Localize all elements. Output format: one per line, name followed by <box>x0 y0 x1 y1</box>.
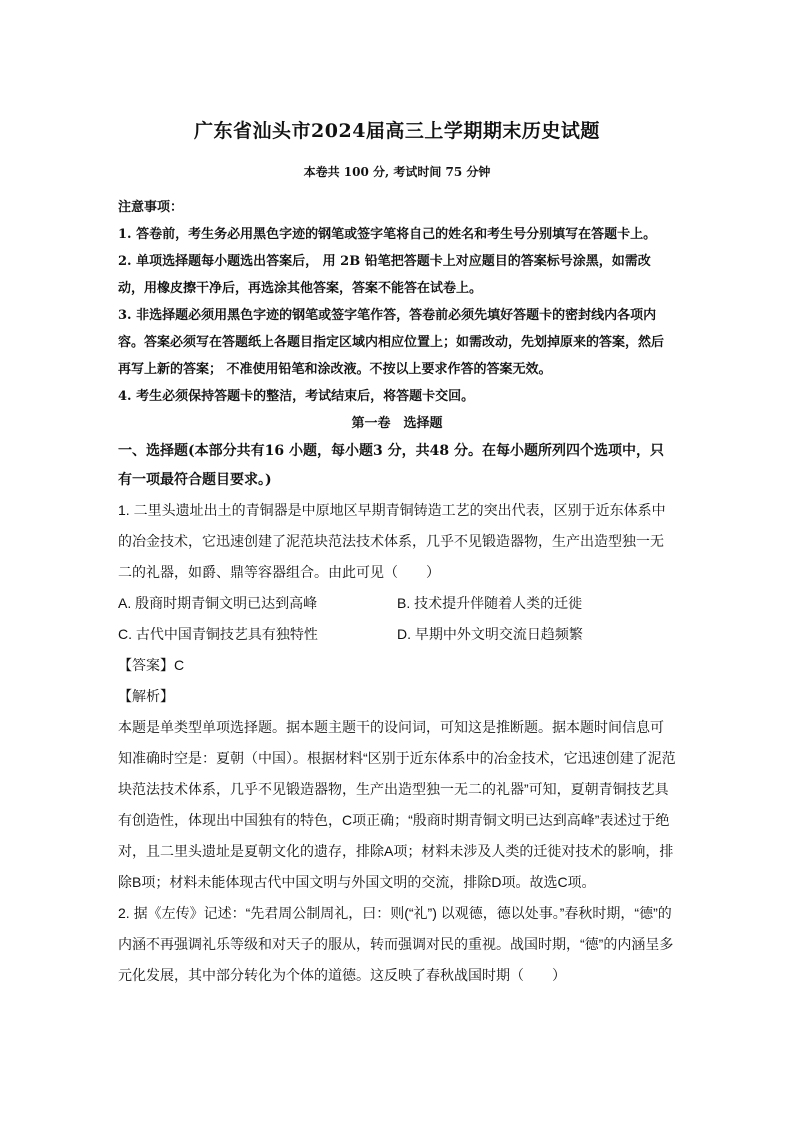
question-1-stem: 1. 二里头遗址出土的青铜器是中原地区早期青铜铸造工艺的突出代表，区别于近东体系中的冶金技术，它迅速创建了泥范块范法技术体系，几乎不见锻造器物，生产出造型独一无二的礼器，如爵、鼎等容器组合。由此可见（ ） <box>118 502 666 580</box>
option-c: C. 古代中国青铜技艺具有独特性 <box>118 626 318 642</box>
note-item-3: 3. 非选择题必须用黑色字迹的钢笔或签字笔作答，答卷前必须先填好答题卡的密封线内各项内容。答案必须写在答题纸上各题目指定区域内相应位置上；如需改动，先划掉原来的答案，然后再写上新的答案； 不准使用铅笔和涂改液。不按以上要求作答的答案无效。 <box>118 308 665 377</box>
page-title: 广东省汕头市2024届高三上学期期末历史试题 <box>194 120 600 142</box>
analysis-text: 本题是单类型单项选择题。据本题主题干的设问词，可知这是推断题。据本题时间信息可知准确时空是：夏朝（中国）。根据材料“区别于近东体系中的冶金技术，它迅速创建了泥范块范法技术体系，几乎不见锻造器物，生产出造型独一无二的礼器”可知，夏朝青铜技艺具有创造性，体现出中国独有的特色，C项正确；“殷商时期青铜文明已达到高峰”表述过于绝对，且二里头遗址是夏朝文化的遗存，排除A项；材料未涉及人类的迁徙对技术的影响，排除B项；材料未能体现古代中国文明与外国文明的交流，排除D项。故选C项。 <box>118 719 676 890</box>
section-title: 第一卷 选择题 <box>351 416 443 431</box>
option-d: D. 早期中外文明交流日趋频繁 <box>397 626 583 642</box>
note-item-2: 2. 单项选择题每小题选出答案后， 用 2B 铅笔把答题卡上对应题目的答案标号涂黑，如需改动，用橡皮擦干净后，再选涂其他答案，答案不能答在试卷上。 <box>118 254 651 296</box>
option-a: A. 殷商时期青铜文明已达到高峰 <box>118 595 318 611</box>
exam-info: 本卷共 100 分, 考试时间 75 分钟 <box>303 165 491 179</box>
question-2-stem: 2. 据《左传》记述：“先君周公制周礼，曰：则(“礼”) 以观德，德以处事。”春秋时期，“德”的内涵不再强调礼乐等级和对天子的服从，转而强调对民的重视。战国时期，“德”的内涵呈多元化发展，其中部分转化为个体的道德。这反映了春秋战国时期（ ） <box>118 905 674 983</box>
answer-label: 【答案】C <box>118 657 185 673</box>
section-instruction: 一、选择题(本部分共有16 小题，每小题3 分，共48 分。在每小题所列四个选项中，只有一项最符合题目要求。) <box>118 443 664 488</box>
exam-page <box>118 118 676 991</box>
analysis-label: 【解析】 <box>118 688 174 704</box>
notes-heading: 注意事项： <box>118 200 184 215</box>
note-item-1: 1. 答卷前，考生务必用黑色字迹的钢笔或签字笔将自己的姓名和考生号分别填写在答题卡上。 <box>118 227 657 242</box>
option-b: B. 技术提升伴随着人类的迁徙 <box>397 595 583 611</box>
question-1-options <box>118 588 676 650</box>
note-item-4: 4. 考生必须保持答题卡的整洁，考试结束后，将答题卡交回。 <box>118 389 475 404</box>
